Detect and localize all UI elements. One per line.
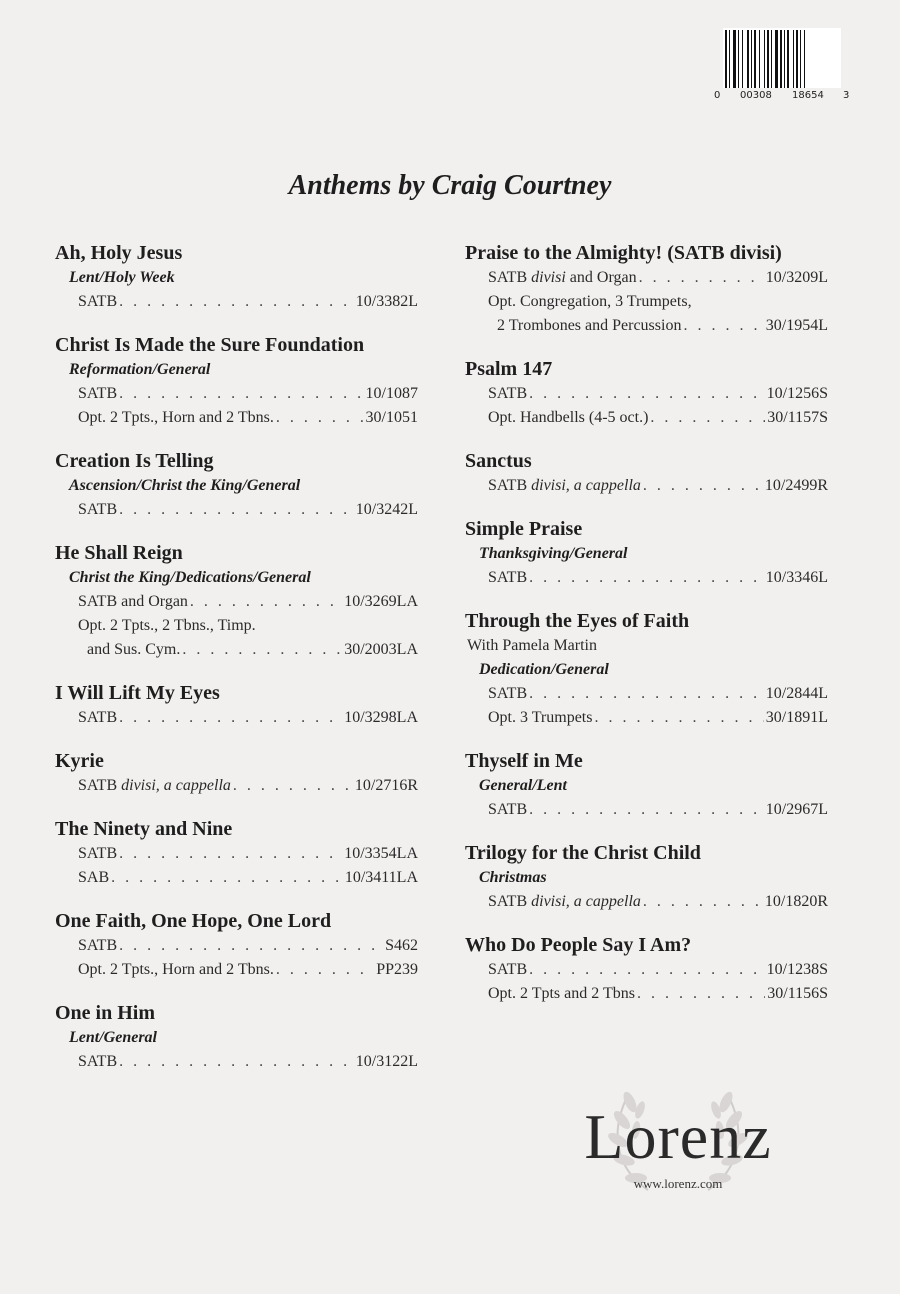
voicing-row: [55, 498, 418, 522]
anthem-title: Christ Is Made the Sure Foundation: [55, 334, 365, 356]
dot-leader: [529, 958, 765, 982]
barcode-digit-group-1: 00308: [740, 90, 772, 101]
voicing-label: [78, 290, 117, 314]
voicing-row: [465, 382, 828, 406]
barcode-bar: [729, 30, 730, 88]
anthem-entry: [465, 608, 845, 730]
product-code: 10/2499R: [764, 477, 828, 494]
voicing-row: [55, 774, 418, 798]
dot-leader: [529, 682, 764, 706]
voicing-text: Opt. 2 Tpts., Horn and 2 Tbns.: [78, 961, 274, 978]
voicing-label: [488, 474, 641, 498]
voicing-line: Opt. Congregation, 3 Trumpets,: [488, 293, 692, 310]
voicing-text: SATB: [488, 477, 532, 494]
dot-leader: [529, 382, 765, 406]
barcode-bar: [754, 30, 756, 88]
dot-leader: [119, 706, 342, 730]
voicing-row: [55, 590, 418, 614]
product-code: 10/3242L: [355, 501, 418, 518]
barcode-digit-group-2: 18654: [792, 90, 824, 101]
product-code: S462: [385, 937, 418, 954]
voicing-label: [488, 798, 527, 822]
voicing-text: Opt. 2 Tpts and 2 Tbns: [488, 985, 635, 1002]
barcode-bar: [780, 30, 782, 88]
voicing-text-after: and Organ: [565, 269, 637, 286]
voicing-text: SATB: [488, 961, 528, 978]
voicing-row: [465, 314, 828, 338]
product-code: 10/2716R: [354, 777, 418, 794]
anthem-category: General/Lent: [479, 777, 567, 794]
voicing-row: [55, 866, 418, 890]
barcode-bar: [787, 30, 789, 88]
product-code: 30/2003LA: [344, 641, 418, 658]
voicing-label: [78, 866, 109, 890]
anthem-category: Ascension/Christ the King/General: [69, 477, 301, 494]
dot-leader: [650, 406, 765, 430]
dot-leader: [639, 266, 764, 290]
anthem-title: Ah, Holy Jesus: [55, 242, 183, 264]
dot-leader: [119, 290, 354, 314]
barcode-bar: [771, 30, 772, 88]
voicing-label: 2 Trombones and Percussion: [497, 317, 682, 334]
voicing-italic: divisi, a cappella: [531, 893, 641, 910]
voicing-label: [78, 842, 117, 866]
voicing-label: [78, 958, 274, 982]
voicing-label: [78, 590, 188, 614]
voicing-text: SATB: [488, 801, 528, 818]
barcode-digit-check: 3: [843, 90, 850, 101]
dot-leader: [643, 474, 763, 498]
anthem-title: Simple Praise: [465, 518, 583, 540]
voicing-label: [488, 382, 527, 406]
voicing-row: [55, 842, 418, 866]
voicing-label: [78, 1050, 117, 1074]
voicing-text: SATB: [488, 569, 528, 586]
anthem-entry: [55, 748, 435, 798]
voicing-row: [55, 406, 418, 430]
product-code: 30/1891L: [765, 709, 828, 726]
left-column: [55, 240, 435, 1092]
barcode-bar: [742, 30, 743, 88]
voicing-text: Opt. Handbells (4-5 oct.): [488, 409, 649, 426]
voicing-label: [488, 982, 635, 1006]
voicing-row: [465, 566, 828, 590]
anthem-title: One Faith, One Hope, One Lord: [55, 910, 332, 932]
anthem-category: Christ the King/Dedications/General: [69, 569, 311, 586]
anthem-title: Creation Is Telling: [55, 450, 214, 472]
dot-leader: [190, 590, 342, 614]
dot-leader: [683, 314, 763, 338]
voicing-text: SAB: [78, 869, 110, 886]
product-code: 10/3298LA: [344, 709, 418, 726]
anthem-note: With Pamela Martin: [467, 637, 597, 654]
dot-leader: [233, 774, 353, 798]
barcode-bars: [723, 28, 841, 88]
product-code: 10/1256S: [766, 385, 828, 402]
barcode-bar: [751, 30, 752, 88]
dot-leader: [119, 934, 383, 958]
dot-leader: [637, 982, 765, 1006]
voicing-row: [55, 290, 418, 314]
barcode-bar: [747, 30, 749, 88]
dot-leader: [529, 566, 764, 590]
dot-leader: [119, 382, 363, 406]
anthem-entry: [55, 908, 435, 982]
anthem-category: Reformation/General: [69, 361, 211, 378]
anthem-title: The Ninety and Nine: [55, 818, 233, 840]
barcode-bar: [784, 30, 785, 88]
anthem-entry: [55, 540, 435, 662]
anthem-category: Lent/General: [69, 1029, 157, 1046]
anthem-title: Kyrie: [55, 750, 104, 772]
anthem-entry: [55, 448, 435, 522]
dot-leader: [276, 958, 374, 982]
anthem-title: I Will Lift My Eyes: [55, 682, 220, 704]
voicing-line: Opt. 2 Tpts., 2 Tbns., Timp.: [78, 617, 256, 634]
product-code: 10/1238S: [766, 961, 828, 978]
voicing-text: SATB: [488, 685, 528, 702]
barcode-digits: [712, 88, 852, 104]
anthem-title: Sanctus: [465, 450, 532, 472]
page-title: Anthems by Craig Courtney: [288, 170, 612, 201]
voicing-text: SATB: [488, 893, 532, 910]
anthem-entry: [55, 1000, 435, 1074]
dot-leader: [529, 798, 764, 822]
voicing-text: SATB: [78, 937, 118, 954]
anthem-entry: [465, 240, 845, 338]
product-code: 30/1157S: [767, 409, 828, 426]
anthem-title: Who Do People Say I Am?: [465, 934, 692, 956]
voicing-row: [465, 266, 828, 290]
voicing-label: [78, 498, 117, 522]
barcode-bar: [759, 30, 760, 88]
voicing-label: [488, 266, 637, 290]
voicing-row: [465, 474, 828, 498]
anthem-entry: [465, 516, 845, 590]
voicing-label: [78, 774, 231, 798]
voicing-text: Opt. 2 Tpts., Horn and 2 Tbns.: [78, 409, 274, 426]
voicing-label: and Sus. Cym.: [87, 641, 181, 658]
barcode: [712, 28, 852, 108]
dot-leader: [643, 890, 763, 914]
anthem-entry: [465, 448, 845, 498]
product-code: 30/1156S: [767, 985, 828, 1002]
voicing-text: SATB: [78, 293, 118, 310]
barcode-bar: [796, 30, 798, 88]
barcode-bar: [804, 30, 805, 88]
dot-leader: [119, 498, 354, 522]
voicing-row: [465, 890, 828, 914]
dot-leader: [119, 842, 342, 866]
voicing-row: [55, 382, 418, 406]
product-code: 10/3411LA: [344, 869, 418, 886]
anthem-entry: [55, 240, 435, 314]
barcode-bar: [800, 30, 801, 88]
product-code: PP239: [376, 961, 418, 978]
voicing-row: [465, 798, 828, 822]
anthem-entry: [55, 816, 435, 890]
right-column: [465, 240, 845, 1024]
anthem-entry: [55, 680, 435, 730]
voicing-italic: divisi, a cappella: [531, 477, 641, 494]
voicing-text: Opt. 3 Trumpets: [488, 709, 593, 726]
voicing-row: [55, 638, 418, 662]
anthem-title: Trilogy for the Christ Child: [465, 842, 701, 864]
voicing-text: SATB: [78, 501, 118, 518]
logo-wordmark: Lorenz: [584, 1101, 772, 1172]
voicing-text: SATB: [78, 709, 118, 726]
anthem-category: Dedication/General: [479, 661, 609, 678]
product-code: 10/3354LA: [344, 845, 418, 862]
voicing-label: [488, 890, 641, 914]
voicing-label: [78, 934, 117, 958]
barcode-bar: [725, 30, 727, 88]
barcode-bar: [733, 30, 736, 88]
anthem-entry: [465, 356, 845, 430]
anthem-entry: [55, 332, 435, 430]
voicing-row: [465, 958, 828, 982]
barcode-bar: [793, 30, 794, 88]
anthem-category: Christmas: [479, 869, 547, 886]
voicing-text: SATB: [78, 777, 122, 794]
anthem-title: He Shall Reign: [55, 542, 183, 564]
anthem-title: Thyself in Me: [465, 750, 583, 772]
voicing-row: [55, 958, 418, 982]
anthem-title: Through the Eyes of Faith: [465, 610, 690, 632]
anthem-entry: [465, 932, 845, 1006]
voicing-italic: divisi, a cappella: [121, 777, 231, 794]
voicing-text: SATB: [78, 1053, 118, 1070]
voicing-row: [55, 706, 418, 730]
voicing-row: [55, 1050, 418, 1074]
dot-leader: [182, 638, 342, 662]
product-code: 10/3346L: [765, 569, 828, 586]
product-code: 10/2844L: [765, 685, 828, 702]
voicing-label: [488, 406, 648, 430]
product-code: 10/1820R: [764, 893, 828, 910]
voicing-text: SATB: [78, 845, 118, 862]
voicing-italic: divisi: [531, 269, 566, 286]
voicing-row: [55, 934, 418, 958]
voicing-label: [78, 382, 117, 406]
dot-leader: [594, 706, 763, 730]
barcode-digit-prefix: 0: [714, 90, 721, 101]
dot-leader: [111, 866, 343, 890]
voicing-label: [78, 406, 274, 430]
lorenz-logo: [578, 1080, 778, 1200]
anthem-title: One in Him: [55, 1002, 156, 1024]
barcode-bar: [738, 30, 739, 88]
dot-leader: [119, 1050, 354, 1074]
product-code: 10/3122L: [355, 1053, 418, 1070]
anthem-entry: [465, 748, 845, 822]
anthem-title: Praise to the Almighty! (SATB divisi): [465, 242, 782, 264]
dot-leader: [276, 406, 364, 430]
voicing-label: [488, 682, 527, 706]
anthem-category: Lent/Holy Week: [69, 269, 175, 286]
product-code: 10/2967L: [765, 801, 828, 818]
anthem-category: Thanksgiving/General: [479, 545, 628, 562]
product-code: 30/1051: [365, 409, 418, 426]
product-code: 10/3269LA: [344, 593, 418, 610]
voicing-label: [78, 706, 117, 730]
product-code: 30/1954L: [765, 317, 828, 334]
voicing-row: [465, 406, 828, 430]
logo-url: www.lorenz.com: [633, 1176, 723, 1191]
voicing-text: SATB: [78, 385, 118, 402]
voicing-row: [465, 706, 828, 730]
product-code: 10/3209L: [765, 269, 828, 286]
voicing-label: [488, 706, 592, 730]
anthem-entry: [465, 840, 845, 914]
voicing-row: [465, 682, 828, 706]
voicing-text: SATB: [488, 269, 532, 286]
anthem-title: Psalm 147: [465, 358, 553, 380]
voicing-text: SATB: [488, 385, 528, 402]
product-code: 10/1087: [365, 385, 418, 402]
barcode-bar: [764, 30, 765, 88]
voicing-label: [488, 958, 527, 982]
barcode-bar: [767, 30, 769, 88]
product-code: 10/3382L: [355, 293, 418, 310]
voicing-text: SATB and Organ: [78, 593, 188, 610]
voicing-label: [488, 566, 527, 590]
voicing-row: [465, 982, 828, 1006]
barcode-bar: [775, 30, 778, 88]
